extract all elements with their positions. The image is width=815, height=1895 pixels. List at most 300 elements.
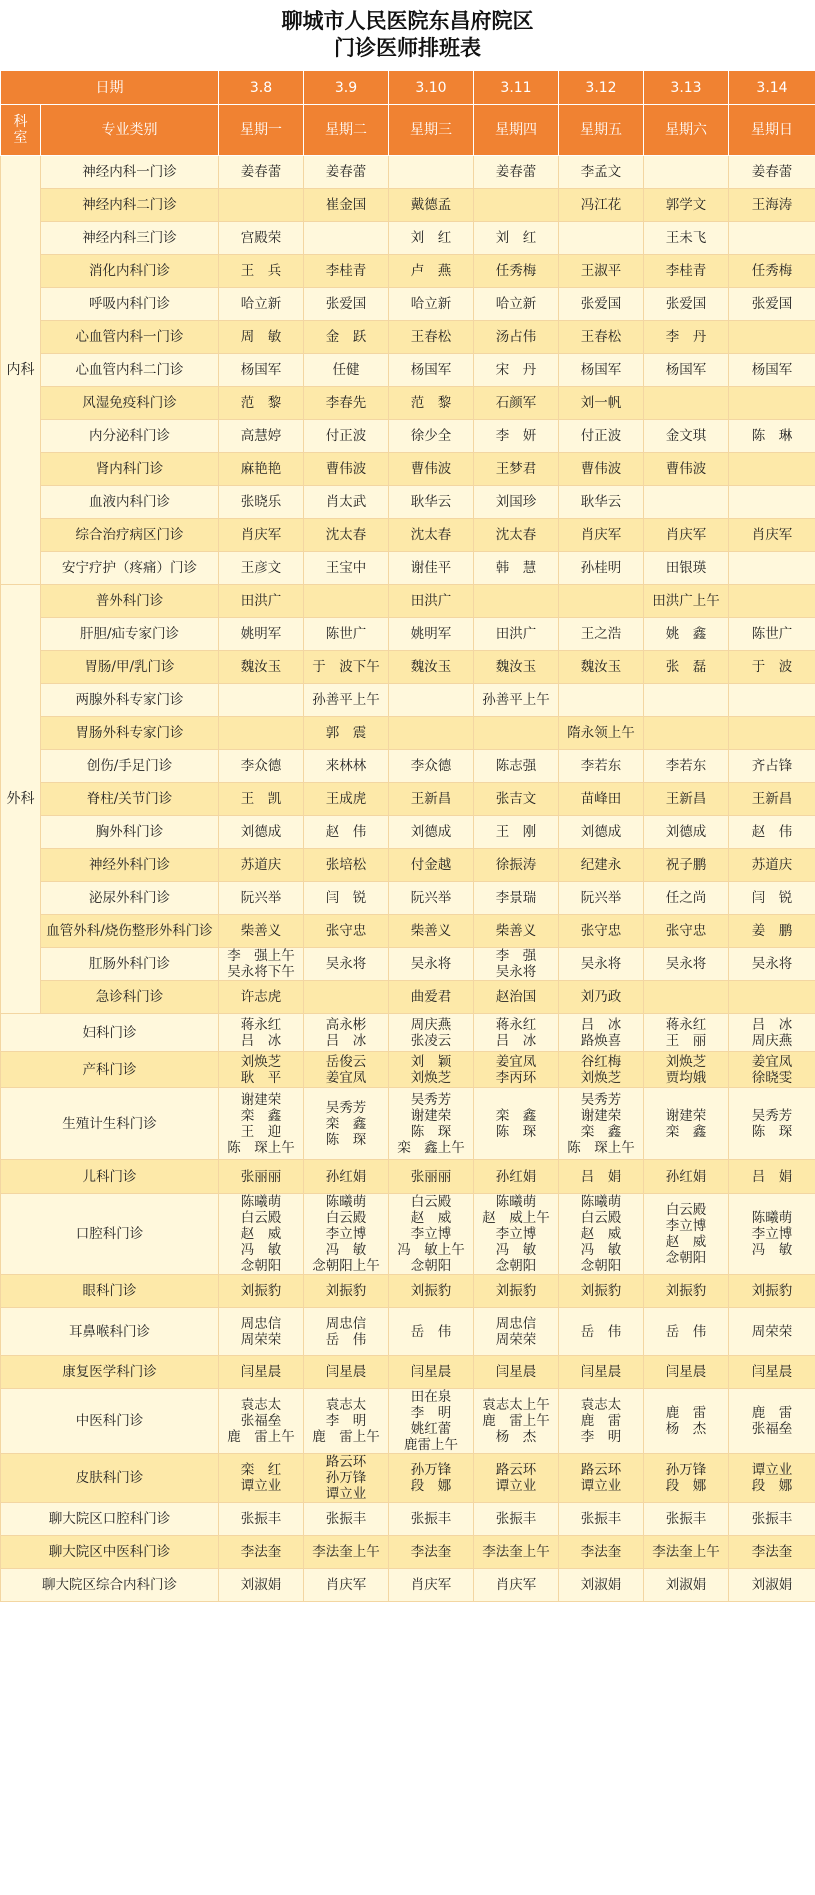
doctor-cell: 王未飞 <box>644 222 729 255</box>
doctor-cell: 刘 红 <box>389 222 474 255</box>
doctor-cell: 刘 颖 刘焕芝 <box>389 1052 474 1088</box>
doctor-cell: 苏道庆 <box>729 849 815 882</box>
schedule-row <box>1 420 815 453</box>
doctor-cell: 张爱国 <box>729 288 815 321</box>
doctor-cell: 肖庆军 <box>219 519 304 552</box>
doctor-cell: 路云环 谭立业 <box>559 1454 644 1503</box>
doctor-cell <box>219 717 304 750</box>
schedule-row <box>1 255 815 288</box>
doctor-cell: 徐少全 <box>389 420 474 453</box>
schedule-row <box>1 618 815 651</box>
doctor-cell: 谭立业 段 娜 <box>729 1454 815 1503</box>
date-cell: 3.8 <box>219 71 304 105</box>
doctor-cell: 张守忠 <box>559 915 644 948</box>
doctor-cell: 姚 鑫 <box>644 618 729 651</box>
doctor-cell: 魏汝玉 <box>219 651 304 684</box>
doctor-cell: 刘焕芝 耿 平 <box>219 1052 304 1088</box>
doctor-cell: 周忠信 岳 伟 <box>304 1308 389 1356</box>
doctor-cell: 白云殿 李立博 赵 威 念朝阳 <box>644 1194 729 1275</box>
doctor-cell: 姜春蕾 <box>219 156 304 189</box>
doctor-cell: 汤占伟 <box>474 321 559 354</box>
doctor-cell: 杨国军 <box>729 354 815 387</box>
doctor-cell: 范 黎 <box>219 387 304 420</box>
doctor-cell: 张爱国 <box>304 288 389 321</box>
doctor-cell: 鹿 雷 张福垒 <box>729 1389 815 1454</box>
doctor-cell: 刘振豹 <box>219 1275 304 1308</box>
doctor-cell <box>729 717 815 750</box>
doctor-cell: 哈立新 <box>389 288 474 321</box>
date-cell: 3.9 <box>304 71 389 105</box>
doctor-cell: 刘淑娟 <box>729 1569 815 1602</box>
schedule-row <box>1 981 815 1014</box>
doctor-cell: 冯江花 <box>559 189 644 222</box>
doctor-cell <box>559 684 644 717</box>
doctor-cell: 张 磊 <box>644 651 729 684</box>
doctor-cell: 孙善平上午 <box>474 684 559 717</box>
doctor-cell: 张丽丽 <box>219 1160 304 1194</box>
doctor-cell: 李若东 <box>644 750 729 783</box>
schedule-row <box>1 1389 815 1454</box>
schedule-row <box>1 1160 815 1194</box>
doctor-cell: 吴秀芳 栾 鑫 陈 琛 <box>304 1088 389 1160</box>
doctor-cell: 栾 鑫 陈 琛 <box>474 1088 559 1160</box>
schedule-row <box>1 321 815 354</box>
schedule-row <box>1 1356 815 1389</box>
doctor-cell: 张振丰 <box>644 1503 729 1536</box>
date-cell: 3.12 <box>559 71 644 105</box>
dept-label: 科 室 <box>1 105 41 156</box>
doctor-cell: 刘 红 <box>474 222 559 255</box>
weekday-cell: 星期二 <box>304 105 389 156</box>
doctor-cell: 哈立新 <box>474 288 559 321</box>
doctor-cell: 刘国珍 <box>474 486 559 519</box>
specialty-cell: 聊大院区综合内科门诊 <box>1 1569 219 1602</box>
doctor-cell <box>474 585 559 618</box>
doctor-cell: 王成虎 <box>304 783 389 816</box>
doctor-cell: 付正波 <box>559 420 644 453</box>
schedule-row <box>1 288 815 321</box>
doctor-cell: 刘乃政 <box>559 981 644 1014</box>
specialty-cell: 生殖计生科门诊 <box>1 1088 219 1160</box>
doctor-cell: 哈立新 <box>219 288 304 321</box>
doctor-cell: 沈太春 <box>389 519 474 552</box>
doctor-cell: 闫星晨 <box>729 1356 815 1389</box>
doctor-cell: 阮兴举 <box>559 882 644 915</box>
doctor-cell: 李众德 <box>219 750 304 783</box>
specialty-cell: 肛肠外科门诊 <box>41 948 219 981</box>
doctor-cell: 麻艳艳 <box>219 453 304 486</box>
doctor-cell: 吴永将 <box>304 948 389 981</box>
doctor-cell: 闫星晨 <box>474 1356 559 1389</box>
doctor-cell: 张振丰 <box>559 1503 644 1536</box>
schedule-row <box>1 651 815 684</box>
doctor-cell <box>729 585 815 618</box>
doctor-cell: 肖庆军 <box>474 1569 559 1602</box>
doctor-cell: 孙万锋 段 娜 <box>389 1454 474 1503</box>
specialty-cell: 眼科门诊 <box>1 1275 219 1308</box>
doctor-cell: 纪建永 <box>559 849 644 882</box>
doctor-cell: 周庆燕 张凌云 <box>389 1014 474 1052</box>
doctor-cell: 赵 伟 <box>729 816 815 849</box>
doctor-cell: 石颜军 <box>474 387 559 420</box>
doctor-cell: 阮兴举 <box>389 882 474 915</box>
department-cell: 外科 <box>1 585 41 1014</box>
doctor-cell: 韩 慧 <box>474 552 559 585</box>
specialty-cell: 胸外科门诊 <box>41 816 219 849</box>
doctor-cell: 于 波 <box>729 651 815 684</box>
specialty-cell: 神经内科二门诊 <box>41 189 219 222</box>
doctor-cell <box>729 552 815 585</box>
doctor-cell: 吴永将 <box>389 948 474 981</box>
doctor-cell: 谢建荣 栾 鑫 <box>644 1088 729 1160</box>
doctor-cell <box>644 981 729 1014</box>
date-label: 日期 <box>1 71 219 105</box>
doctor-cell: 沈太春 <box>474 519 559 552</box>
specialty-cell: 聊大院区中医科门诊 <box>1 1536 219 1569</box>
doctor-cell: 金 跃 <box>304 321 389 354</box>
title-line-2: 门诊医师排班表 <box>334 36 481 60</box>
doctor-cell: 王新昌 <box>389 783 474 816</box>
specialty-cell: 中医科门诊 <box>1 1389 219 1454</box>
doctor-cell: 任秀梅 <box>729 255 815 288</box>
doctor-cell: 戴德孟 <box>389 189 474 222</box>
schedule-row <box>1 717 815 750</box>
specialty-cell: 普外科门诊 <box>41 585 219 618</box>
doctor-cell: 张振丰 <box>389 1503 474 1536</box>
doctor-cell: 李法奎上午 <box>644 1536 729 1569</box>
doctor-cell: 姜宜凤 李丙环 <box>474 1052 559 1088</box>
schedule-row <box>1 189 815 222</box>
specialty-cell: 儿科门诊 <box>1 1160 219 1194</box>
doctor-cell: 王淑平 <box>559 255 644 288</box>
doctor-cell: 岳俊云 姜宜凤 <box>304 1052 389 1088</box>
doctor-cell <box>644 156 729 189</box>
doctor-cell: 王 凯 <box>219 783 304 816</box>
doctor-cell: 李法奎 <box>729 1536 815 1569</box>
doctor-cell: 袁志太 李 明 鹿 雷上午 <box>304 1389 389 1454</box>
schedule-row <box>1 453 815 486</box>
doctor-cell: 李 妍 <box>474 420 559 453</box>
doctor-cell: 李众德 <box>389 750 474 783</box>
doctor-cell: 刘振豹 <box>389 1275 474 1308</box>
doctor-cell <box>644 387 729 420</box>
doctor-cell: 吴秀芳 谢建荣 栾 鑫 陈 琛上午 <box>559 1088 644 1160</box>
doctor-cell: 齐占锋 <box>729 750 815 783</box>
doctor-cell: 刘振豹 <box>474 1275 559 1308</box>
doctor-cell: 王新昌 <box>729 783 815 816</box>
weekday-cell: 星期三 <box>389 105 474 156</box>
specialty-cell: 神经外科门诊 <box>41 849 219 882</box>
doctor-cell: 吕 冰 路焕喜 <box>559 1014 644 1052</box>
schedule-row <box>1 1088 815 1160</box>
doctor-cell: 陈世广 <box>304 618 389 651</box>
doctor-cell: 郭 震 <box>304 717 389 750</box>
schedule-row <box>1 1536 815 1569</box>
doctor-cell: 吴秀芳 陈 琛 <box>729 1088 815 1160</box>
doctor-cell: 肖庆军 <box>729 519 815 552</box>
doctor-cell: 李孟文 <box>559 156 644 189</box>
weekday-cell: 星期四 <box>474 105 559 156</box>
doctor-cell: 姜 鹏 <box>729 915 815 948</box>
header-date-row <box>1 71 815 105</box>
doctor-cell: 杨国军 <box>219 354 304 387</box>
doctor-cell: 李 强 吴永将 <box>474 948 559 981</box>
specialty-cell: 呼吸内科门诊 <box>41 288 219 321</box>
doctor-cell: 吕 娟 <box>559 1160 644 1194</box>
schedule-row <box>1 1194 815 1275</box>
header-weekday-row <box>1 105 815 156</box>
doctor-cell: 肖庆军 <box>304 1569 389 1602</box>
doctor-cell <box>644 684 729 717</box>
doctor-cell: 肖庆军 <box>644 519 729 552</box>
doctor-cell: 田银瑛 <box>644 552 729 585</box>
doctor-cell: 李法奎上午 <box>474 1536 559 1569</box>
schedule-row <box>1 684 815 717</box>
schedule-row <box>1 1454 815 1503</box>
doctor-cell: 姜春蕾 <box>729 156 815 189</box>
doctor-cell: 范 黎 <box>389 387 474 420</box>
doctor-cell: 刘德成 <box>219 816 304 849</box>
schedule-row <box>1 882 815 915</box>
specialty-cell: 肝胆/疝专家门诊 <box>41 618 219 651</box>
doctor-cell: 田洪广 <box>389 585 474 618</box>
doctor-cell: 路云环 谭立业 <box>474 1454 559 1503</box>
schedule-row <box>1 816 815 849</box>
doctor-cell: 谷红梅 刘焕芝 <box>559 1052 644 1088</box>
doctor-cell: 刘淑娟 <box>219 1569 304 1602</box>
specialty-cell: 胃肠/甲/乳门诊 <box>41 651 219 684</box>
weekday-cell: 星期日 <box>729 105 815 156</box>
doctor-cell: 蒋永红 王 丽 <box>644 1014 729 1052</box>
doctor-cell: 任之尚 <box>644 882 729 915</box>
doctor-cell: 路云环 孙万锋 谭立业 <box>304 1454 389 1503</box>
doctor-cell: 闫星晨 <box>389 1356 474 1389</box>
doctor-cell: 高慧婷 <box>219 420 304 453</box>
doctor-cell <box>729 453 815 486</box>
doctor-cell: 姜春蕾 <box>304 156 389 189</box>
doctor-cell: 王新昌 <box>644 783 729 816</box>
specialty-cell: 泌尿外科门诊 <box>41 882 219 915</box>
doctor-cell: 田在泉 李 明 姚红蕾 鹿雷上午 <box>389 1389 474 1454</box>
weekday-cell: 星期一 <box>219 105 304 156</box>
page-title <box>0 0 815 70</box>
doctor-cell: 王春松 <box>389 321 474 354</box>
schedule-row <box>1 1275 815 1308</box>
schedule-row <box>1 915 815 948</box>
doctor-cell: 吴永将 <box>729 948 815 981</box>
doctor-cell: 曹伟波 <box>389 453 474 486</box>
doctor-cell: 魏汝玉 <box>559 651 644 684</box>
specialty-cell: 血管外科/烧伤整形外科门诊 <box>41 915 219 948</box>
doctor-cell: 沈太春 <box>304 519 389 552</box>
doctor-cell: 白云殿 赵 威 李立博 冯 敏上午 念朝阳 <box>389 1194 474 1275</box>
doctor-cell: 李桂青 <box>644 255 729 288</box>
schedule-row <box>1 783 815 816</box>
doctor-cell: 张振丰 <box>304 1503 389 1536</box>
date-cell: 3.13 <box>644 71 729 105</box>
doctor-cell: 李法奎 <box>219 1536 304 1569</box>
doctor-cell <box>729 684 815 717</box>
doctor-cell <box>389 156 474 189</box>
doctor-cell: 吕 冰 周庆燕 <box>729 1014 815 1052</box>
doctor-cell: 孙善平上午 <box>304 684 389 717</box>
doctor-cell: 魏汝玉 <box>474 651 559 684</box>
doctor-cell: 周忠信 周荣荣 <box>474 1308 559 1356</box>
schedule-row <box>1 849 815 882</box>
doctor-cell: 谢佳平 <box>389 552 474 585</box>
doctor-cell: 王之浩 <box>559 618 644 651</box>
doctor-cell <box>474 717 559 750</box>
doctor-cell: 许志虎 <box>219 981 304 1014</box>
doctor-cell <box>474 189 559 222</box>
specialty-cell: 胃肠外科专家门诊 <box>41 717 219 750</box>
title-line-1: 聊城市人民医院东昌府院区 <box>281 9 534 33</box>
doctor-cell: 张守忠 <box>644 915 729 948</box>
specialty-label: 专业类别 <box>41 105 219 156</box>
doctor-cell: 袁志太 鹿 雷 李 明 <box>559 1389 644 1454</box>
doctor-cell <box>559 222 644 255</box>
doctor-cell: 付正波 <box>304 420 389 453</box>
doctor-cell: 张爱国 <box>644 288 729 321</box>
date-cell: 3.10 <box>389 71 474 105</box>
doctor-cell: 周荣荣 <box>729 1308 815 1356</box>
doctor-cell <box>304 585 389 618</box>
doctor-cell: 张守忠 <box>304 915 389 948</box>
doctor-cell: 付金越 <box>389 849 474 882</box>
specialty-cell: 创伤/手足门诊 <box>41 750 219 783</box>
doctor-cell <box>729 222 815 255</box>
doctor-cell <box>389 717 474 750</box>
doctor-cell: 吴永将 <box>644 948 729 981</box>
department-cell: 内科 <box>1 156 41 585</box>
doctor-cell: 孙桂明 <box>559 552 644 585</box>
schedule-row <box>1 750 815 783</box>
doctor-cell: 张培松 <box>304 849 389 882</box>
doctor-cell: 袁志太 张福垒 鹿 雷上午 <box>219 1389 304 1454</box>
schedule-table <box>0 70 815 1602</box>
doctor-cell: 高永彬 吕 冰 <box>304 1014 389 1052</box>
doctor-cell: 王春松 <box>559 321 644 354</box>
doctor-cell: 李法奎 <box>389 1536 474 1569</box>
doctor-cell: 杨国军 <box>389 354 474 387</box>
doctor-cell: 来林林 <box>304 750 389 783</box>
doctor-cell: 刘振豹 <box>644 1275 729 1308</box>
doctor-cell: 周 敏 <box>219 321 304 354</box>
weekday-cell: 星期五 <box>559 105 644 156</box>
date-cell: 3.11 <box>474 71 559 105</box>
doctor-cell: 蒋永红 吕 冰 <box>219 1014 304 1052</box>
schedule-row <box>1 486 815 519</box>
schedule-row <box>1 222 815 255</box>
doctor-cell: 杨国军 <box>644 354 729 387</box>
doctor-cell: 王海涛 <box>729 189 815 222</box>
doctor-cell: 杨国军 <box>559 354 644 387</box>
doctor-cell: 岳 伟 <box>389 1308 474 1356</box>
specialty-cell: 肾内科门诊 <box>41 453 219 486</box>
doctor-cell <box>389 684 474 717</box>
doctor-cell: 刘振豹 <box>559 1275 644 1308</box>
specialty-cell: 妇科门诊 <box>1 1014 219 1052</box>
doctor-cell: 孙万锋 段 娜 <box>644 1454 729 1503</box>
doctor-cell: 刘淑娟 <box>559 1569 644 1602</box>
doctor-cell: 苗峰田 <box>559 783 644 816</box>
specialty-cell: 皮肤科门诊 <box>1 1454 219 1503</box>
doctor-cell: 闫星晨 <box>644 1356 729 1389</box>
doctor-cell: 陈 琳 <box>729 420 815 453</box>
doctor-cell: 鹿 雷 杨 杰 <box>644 1389 729 1454</box>
specialty-cell: 聊大院区口腔科门诊 <box>1 1503 219 1536</box>
doctor-cell: 孙红娟 <box>474 1160 559 1194</box>
doctor-cell <box>559 585 644 618</box>
doctor-cell: 肖太武 <box>304 486 389 519</box>
doctor-cell: 曹伟波 <box>644 453 729 486</box>
doctor-cell: 张振丰 <box>474 1503 559 1536</box>
doctor-cell <box>729 486 815 519</box>
specialty-cell: 康复医学科门诊 <box>1 1356 219 1389</box>
doctor-cell: 曹伟波 <box>304 453 389 486</box>
schedule-row <box>1 1308 815 1356</box>
specialty-cell: 神经内科一门诊 <box>41 156 219 189</box>
doctor-cell <box>219 684 304 717</box>
doctor-cell: 陈曦萌 白云殿 赵 威 冯 敏 念朝阳 <box>559 1194 644 1275</box>
doctor-cell: 闫 锐 <box>729 882 815 915</box>
specialty-cell: 口腔科门诊 <box>1 1194 219 1275</box>
doctor-cell: 田洪广 <box>474 618 559 651</box>
doctor-cell: 隋永领上午 <box>559 717 644 750</box>
doctor-cell: 姚明军 <box>219 618 304 651</box>
specialty-cell: 血液内科门诊 <box>41 486 219 519</box>
specialty-cell: 综合治疗病区门诊 <box>41 519 219 552</box>
doctor-cell: 肖庆军 <box>389 1569 474 1602</box>
doctor-cell: 李法奎上午 <box>304 1536 389 1569</box>
doctor-cell: 张振丰 <box>219 1503 304 1536</box>
doctor-cell: 肖庆军 <box>559 519 644 552</box>
doctor-cell: 张晓乐 <box>219 486 304 519</box>
specialty-cell: 风湿免疫科门诊 <box>41 387 219 420</box>
doctor-cell: 耿华云 <box>559 486 644 519</box>
doctor-cell: 刘一帆 <box>559 387 644 420</box>
doctor-cell: 张爱国 <box>559 288 644 321</box>
doctor-cell <box>644 486 729 519</box>
doctor-cell <box>219 189 304 222</box>
schedule-row <box>1 156 815 189</box>
doctor-cell: 陈世广 <box>729 618 815 651</box>
specialty-cell: 安宁疗护（疼痛）门诊 <box>41 552 219 585</box>
schedule-row <box>1 585 815 618</box>
doctor-cell: 李桂青 <box>304 255 389 288</box>
doctor-cell: 王 兵 <box>219 255 304 288</box>
doctor-cell: 李 丹 <box>644 321 729 354</box>
doctor-cell: 姜宜凤 徐晓雯 <box>729 1052 815 1088</box>
doctor-cell: 孙红娟 <box>304 1160 389 1194</box>
doctor-cell: 陈曦萌 赵 威上午 李立博 冯 敏 念朝阳 <box>474 1194 559 1275</box>
doctor-cell: 闫星晨 <box>559 1356 644 1389</box>
doctor-cell: 刘淑娟 <box>644 1569 729 1602</box>
doctor-cell: 张丽丽 <box>389 1160 474 1194</box>
doctor-cell: 刘德成 <box>644 816 729 849</box>
specialty-cell: 产科门诊 <box>1 1052 219 1088</box>
schedule-row <box>1 519 815 552</box>
doctor-cell: 蒋永红 吕 冰 <box>474 1014 559 1052</box>
doctor-cell: 任秀梅 <box>474 255 559 288</box>
doctor-cell: 闫星晨 <box>219 1356 304 1389</box>
doctor-cell: 祝子鹏 <box>644 849 729 882</box>
doctor-cell: 崔金国 <box>304 189 389 222</box>
doctor-cell: 刘振豹 <box>304 1275 389 1308</box>
doctor-cell <box>304 981 389 1014</box>
doctor-cell: 袁志太上午 鹿 雷上午 杨 杰 <box>474 1389 559 1454</box>
doctor-cell: 宋 丹 <box>474 354 559 387</box>
